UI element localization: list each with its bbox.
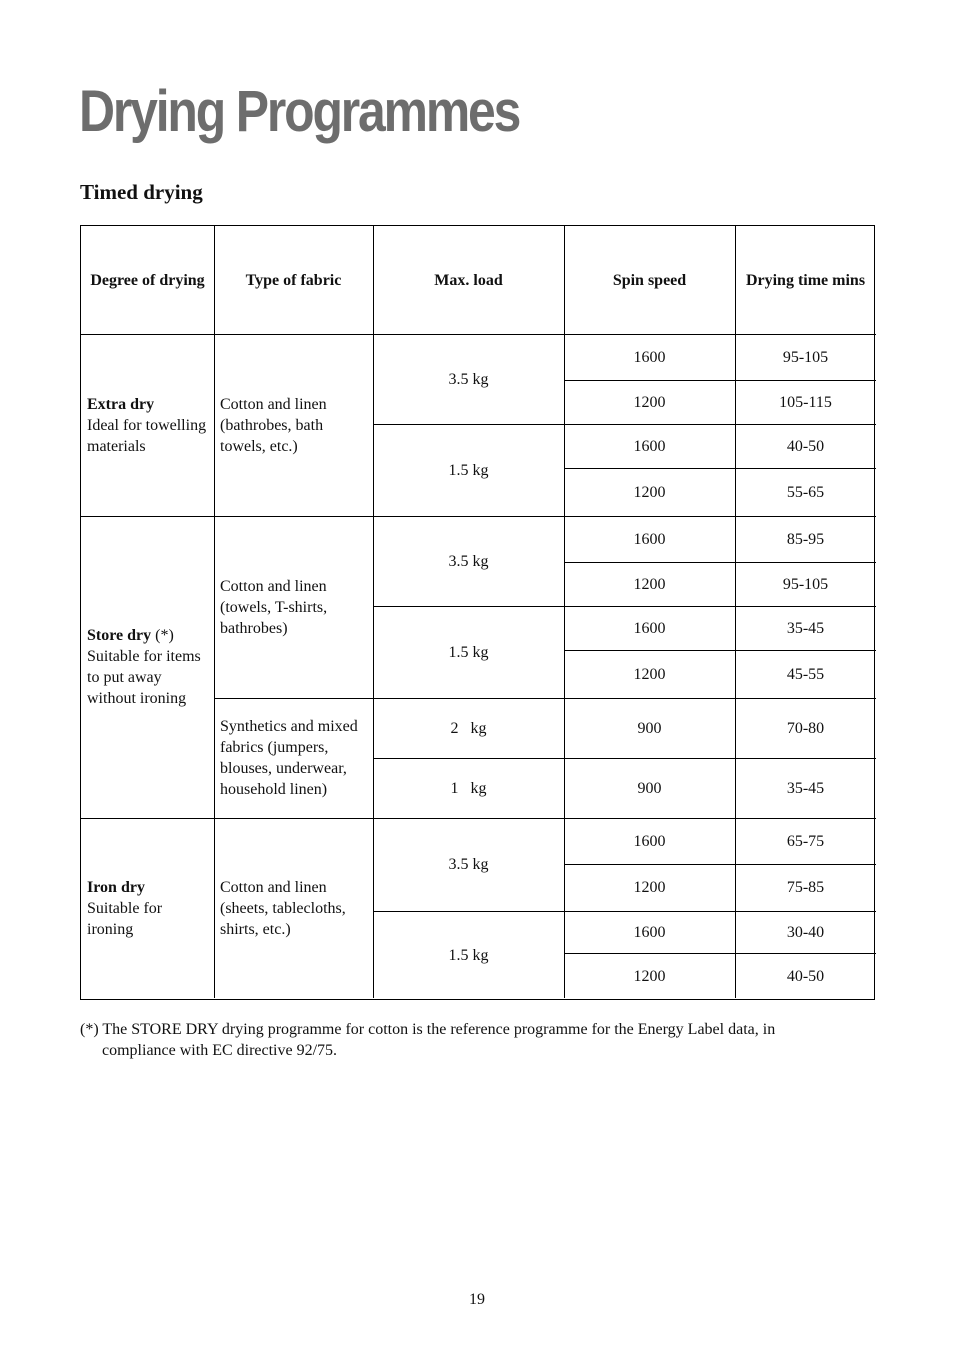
spin-speed-cell: 1600 xyxy=(633,619,666,637)
degree-description: Suitable for items to put away without ironing xyxy=(87,648,201,707)
spin-speed-cell: 1200 xyxy=(633,879,666,896)
spin-speed-cell: 900 xyxy=(637,719,662,737)
degree-footnote-mark: (*) xyxy=(151,627,174,644)
max-load-cell: 1 kg xyxy=(450,779,487,797)
degree-name: Extra dry xyxy=(87,395,155,413)
spin-speed-cell: 1200 xyxy=(633,967,666,985)
fabric-type-text: Cotton and linen (bathrobes, bath towels, etc.) xyxy=(220,395,327,455)
column-header: Drying time mins xyxy=(745,271,866,289)
spin-speed-cell: 1200 xyxy=(633,483,666,501)
drying-time-cell: 105-115 xyxy=(779,393,832,411)
section-title: Timed drying xyxy=(80,180,203,204)
degree-of-drying-text xyxy=(87,625,210,709)
drying-time-cell: 70-80 xyxy=(786,719,825,737)
max-load-cell: 3.5 kg xyxy=(448,856,489,873)
max-load-cell: 1.5 kg xyxy=(448,946,489,964)
drying-time-cell: 35-45 xyxy=(786,619,825,637)
column-header: Degree of drying xyxy=(90,271,205,289)
drying-time-cell: 30-40 xyxy=(786,923,825,941)
degree-of-drying-cell xyxy=(81,516,214,818)
page-title: Drying Programmes xyxy=(79,79,520,144)
drying-time-cell: 95-105 xyxy=(782,575,829,593)
max-load-cell: 2 kg xyxy=(450,719,487,737)
max-load-cell: 1.5 kg xyxy=(448,461,489,479)
fabric-type-cell xyxy=(214,698,373,818)
spin-speed-cell: 1200 xyxy=(633,575,666,593)
max-load-cell: 3.5 kg xyxy=(448,370,489,388)
spin-speed-cell: 1600 xyxy=(633,923,666,941)
max-load-cell: 1.5 kg xyxy=(448,643,489,661)
degree-of-drying-text xyxy=(87,877,210,940)
page-number: 19 xyxy=(469,1291,485,1308)
spin-speed-cell: 1600 xyxy=(633,832,666,850)
spin-speed-cell: 1600 xyxy=(633,348,666,366)
column-header: Spin speed xyxy=(612,271,687,289)
drying-time-cell: 45-55 xyxy=(786,665,825,683)
drying-time-cell: 65-75 xyxy=(786,832,825,850)
drying-time-cell: 95-105 xyxy=(782,348,829,366)
spin-speed-cell: 1200 xyxy=(633,665,666,683)
column-header: Max. load xyxy=(434,271,503,289)
degree-name: Iron dry xyxy=(87,879,145,896)
fabric-type-cell xyxy=(214,334,373,516)
degree-name: Store dry xyxy=(87,627,152,644)
fabric-type-text: Synthetics and mixed fabrics (jumpers, blouses, underwear, household linen) xyxy=(220,718,358,798)
degree-description: Suitable for ironing xyxy=(87,900,163,938)
spin-speed-cell: 1600 xyxy=(633,437,666,455)
spin-speed-cell: 900 xyxy=(637,779,662,797)
drying-time-cell: 55-65 xyxy=(786,483,825,501)
drying-time-cell: 40-50 xyxy=(786,967,825,985)
drying-time-cell: 40-50 xyxy=(786,437,825,455)
fabric-type-cell xyxy=(214,818,373,999)
footnote: (*) The STORE DRY drying programme for cotton is the reference programme for the Energy Label data, in compliance with EC directive 92/75. xyxy=(80,1021,776,1059)
max-load-cell: 3.5 kg xyxy=(448,552,489,570)
drying-time-cell: 75-85 xyxy=(786,879,825,896)
degree-of-drying-cell xyxy=(81,818,214,999)
degree-of-drying-cell xyxy=(81,334,214,516)
drying-time-cell: 85-95 xyxy=(786,530,825,548)
fabric-type-text: Cotton and linen (towels, T-shirts, bathrobes) xyxy=(220,577,328,637)
degree-description: Ideal for towelling materials xyxy=(87,416,207,455)
spin-speed-cell: 1600 xyxy=(633,530,666,548)
fabric-type-text: Cotton and linen (sheets, tablecloths, shirts, etc.) xyxy=(220,879,346,938)
drying-programmes-table xyxy=(80,225,875,1000)
drying-time-cell: 35-45 xyxy=(786,779,825,797)
degree-of-drying-text xyxy=(87,394,210,457)
column-header: Type of fabric xyxy=(245,271,342,289)
spin-speed-cell: 1200 xyxy=(633,393,666,411)
fabric-type-cell xyxy=(214,516,373,698)
